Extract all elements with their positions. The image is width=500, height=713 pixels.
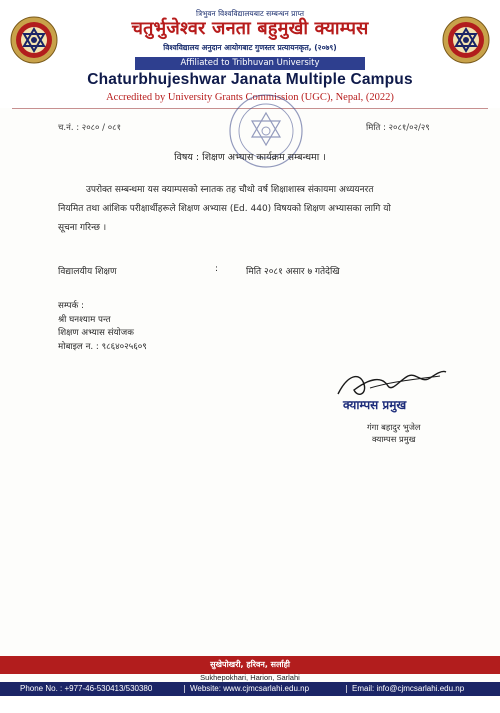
letter-date: मिति : २०८१/०२/२९ — [366, 123, 430, 133]
footer-separator: | — [183, 684, 186, 693]
body-line: नियमित तथा आंशिक परीक्षार्थीहरूले शिक्षण अभ्यास (Ed. 440) विषयको शिक्षण अभ्यासका लागि यो — [58, 204, 391, 214]
contact-label: सम्पर्क : — [58, 301, 84, 311]
letter-body — [58, 181, 468, 238]
signatory-name: गंगा बहादुर भुजेल — [367, 422, 421, 432]
footer-address-en: Sukhepokhari, Harion, Sarlahi — [200, 673, 300, 682]
footer-address-np: सुखेपोखरी, हरिवन, सर्लाही — [210, 660, 290, 669]
footer-phone: Phone No. : +977-46-530413/530380 — [20, 684, 153, 693]
school-teaching-label: विद्यालयीय शिक्षण — [58, 267, 117, 277]
signatory-title: क्याम्पस प्रमुख — [372, 434, 416, 444]
footer-website-link[interactable]: Website: www.cjmcsarlahi.edu.np — [190, 684, 310, 693]
colon: : — [215, 264, 219, 274]
affiliation-en: Affiliated to Tribhuvan University — [180, 58, 320, 68]
letterhead — [0, 0, 500, 108]
contact-name: श्री घनश्याम पन्त — [58, 314, 111, 325]
signatory — [367, 421, 420, 445]
contact-block — [58, 300, 147, 354]
affiliation-np: त्रिभुवन विश्वविद्यालयबाट सम्बन्धन प्राप्त — [196, 9, 304, 18]
body-line: उपरोक्त सम्बन्धमा यस क्याम्पसको स्नातक तह चौथो वर्ष शिक्षाशास्त्र संकायमा अध्ययनरत — [86, 185, 374, 195]
letter-subject: विषय : शिक्षण अभ्यास कार्यक्रम सम्बन्धमा । — [174, 152, 326, 163]
footer-email-link[interactable]: Email: info@cjmcsarlahi.edu.np — [352, 684, 465, 693]
accreditation-en: Accredited by University Grants Commission (UGC), Nepal, (2022) — [106, 92, 394, 103]
reference-number: च.नं. : २०८० / ०८१ — [58, 123, 121, 133]
campus-name-en: Chaturbhujeshwar Janata Multiple Campus — [87, 71, 413, 88]
accreditation-np: विश्वविद्यालय अनुदान आयोगबाट गुणस्तर प्रत्यायनकृत, (२०७९) — [163, 43, 337, 52]
body-line: सूचना गरिन्छ । — [58, 223, 107, 233]
contact-role: शिक्षण अभ्यास संयोजक — [58, 328, 134, 338]
campus-chief-stamp: क्याम्पस प्रमुख — [343, 398, 407, 412]
campus-name-np: चतुर्भुजेश्वर जनता बहुमुखी क्याम्पस — [131, 18, 369, 39]
footer-separator: | — [345, 684, 348, 693]
footer-margin — [0, 696, 500, 713]
school-teaching-date: मिति २०८१ असार ७ गतेदेखि — [246, 267, 340, 277]
contact-mobile: मोबाइल न. : ९८६४०२५६०९ — [58, 341, 147, 352]
